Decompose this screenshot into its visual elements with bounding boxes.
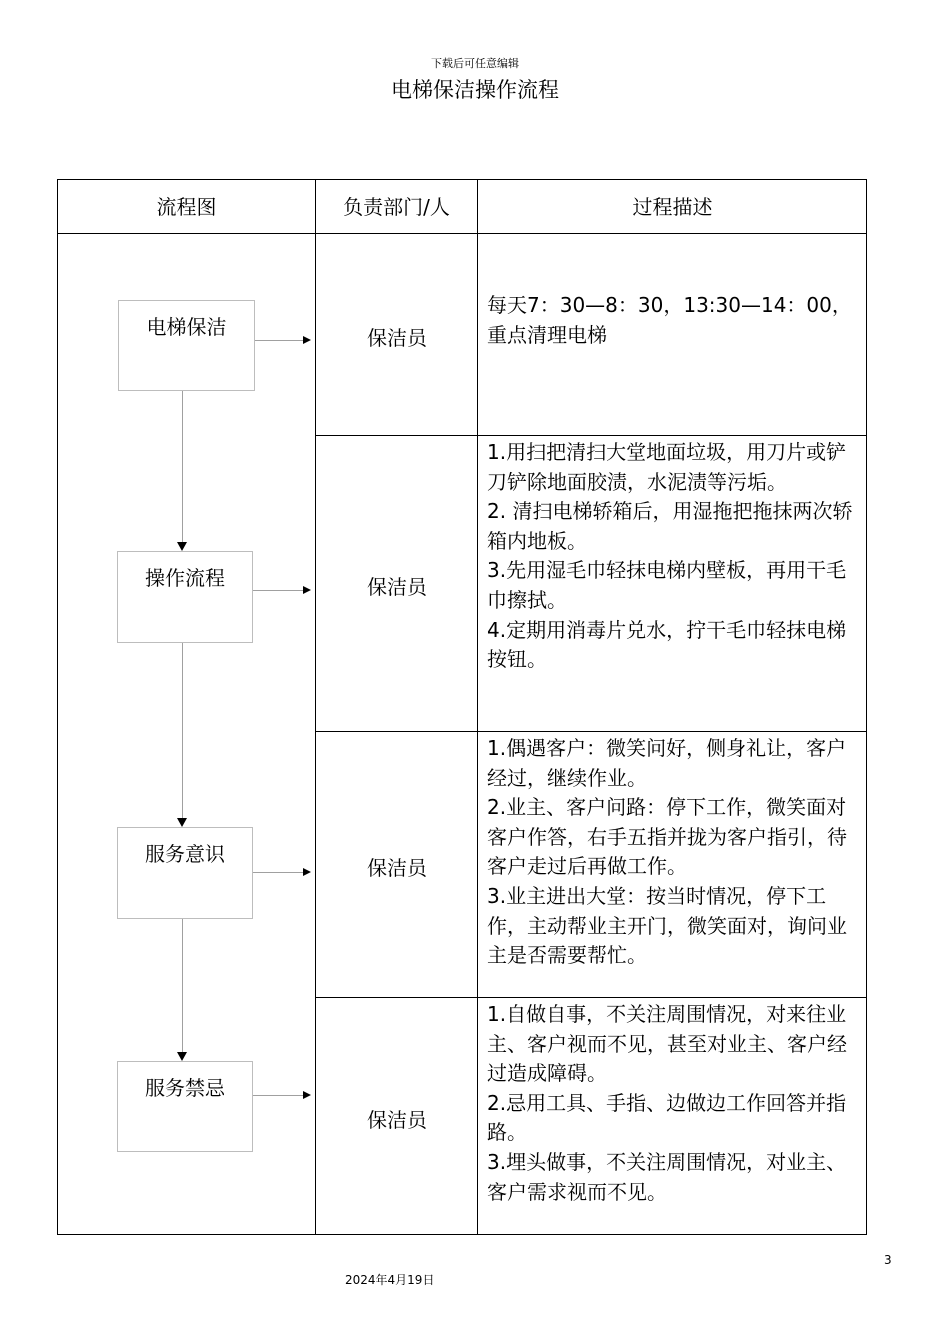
arrow-right-icon	[303, 336, 311, 344]
table-row-divider	[315, 997, 867, 998]
flow-connector	[182, 642, 183, 819]
description-cell: 1.用扫把清扫大堂地面垃圾，用刀片或铲刀铲除地面胶渍，水泥渍等污垢。 2. 清扫电梯轿箱后，用湿拖把拖抹两次轿箱内地板。 3.先用湿毛巾轻抹电梯内壁板，再用干毛巾擦拭。 4.定期用消毒片兑水，拧干毛巾轻抹电梯按钮。	[487, 440, 853, 672]
flow-connector	[182, 391, 183, 543]
flow-connector	[252, 590, 304, 591]
footer-date: 2024年4月19日	[345, 1273, 435, 1287]
table-row-divider	[315, 435, 867, 436]
dept-cell: 保洁员	[367, 326, 427, 350]
description-cell: 1.自做自事，不关注周围情况，对来往业主、客户视而不见，甚至对业主、客户经过造成障碍。 2.忌用工具、手指、边做边工作回答并指路。 3.埋头做事，不关注周围情况，对业主、客户需求视而不见。	[487, 1002, 847, 1204]
flow-connector	[252, 1095, 304, 1096]
flow-connector	[252, 872, 304, 873]
arrow-right-icon	[303, 586, 311, 594]
dept-cell: 保洁员	[367, 575, 427, 599]
table-row-divider	[315, 731, 867, 732]
header-note: 下载后可任意编辑	[431, 57, 519, 70]
arrow-down-icon	[177, 542, 187, 551]
flow-connector	[254, 340, 304, 341]
column-header-flowchart: 流程图	[156, 195, 217, 219]
dept-cell: 保洁员	[367, 856, 427, 880]
description-cell: 1.偶遇客户：微笑问好，侧身礼让，客户经过，继续作业。 2.业主、客户问路：停下工作，微笑面对客户作答，右手五指并拢为客户指引，待客户走过后再做工作。 3.业主进出大堂：按当时情况，停下工作，主动帮业主开门，微笑面对，询问业主是否需要帮忙。	[487, 736, 847, 968]
dept-cell: 保洁员	[367, 1108, 427, 1132]
flow-box-service-awareness: 服务意识	[117, 827, 253, 919]
page-number: 3	[884, 1253, 892, 1267]
description-cell: 每天7：30—8：30，13:30—14：00， 重点清理电梯	[487, 293, 852, 347]
flow-box-service-taboos: 服务禁忌	[117, 1061, 253, 1152]
arrow-down-icon	[177, 1052, 187, 1061]
flow-box-elevator-cleaning: 电梯保洁	[118, 300, 255, 391]
arrow-right-icon	[303, 1091, 311, 1099]
flow-box-operation-process: 操作流程	[117, 551, 253, 643]
column-header-description: 过程描述	[632, 195, 713, 219]
flow-connector	[182, 918, 183, 1053]
arrow-down-icon	[177, 818, 187, 827]
arrow-right-icon	[303, 868, 311, 876]
document-title: 电梯保洁操作流程	[391, 78, 559, 102]
column-header-department: 负责部门/人	[343, 195, 450, 219]
